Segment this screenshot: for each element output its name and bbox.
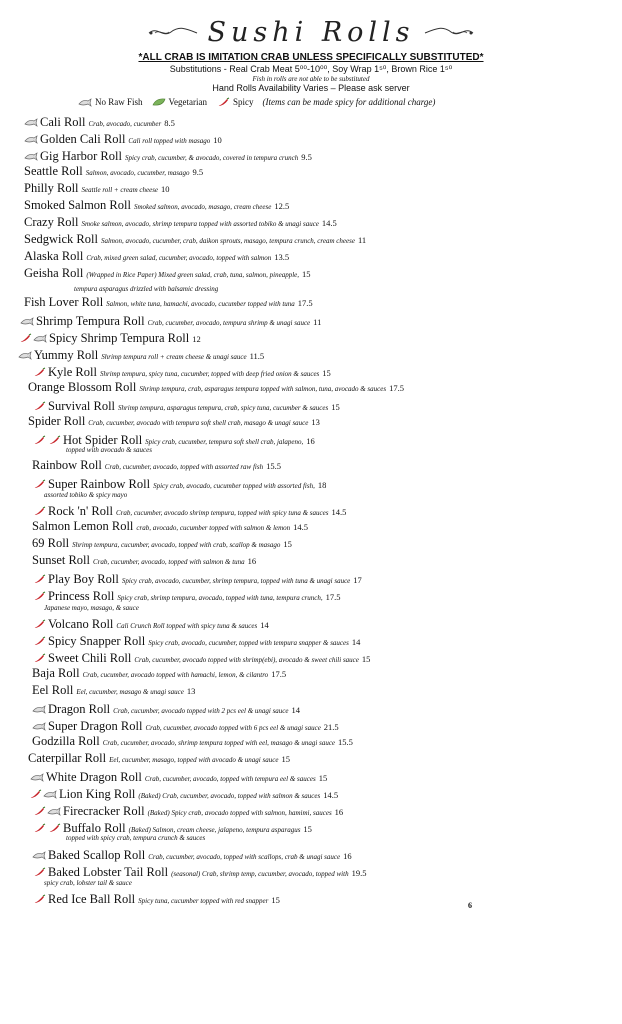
item-description: Crab, cucumber, avocado, topped with assorted raw fish	[104, 463, 264, 471]
menu-item	[20, 312, 321, 330]
item-description-continued: assorted tobiko & spicy mayo	[44, 491, 128, 499]
menu-item	[24, 130, 222, 148]
item-name: Spicy Snapper Roll	[48, 634, 146, 648]
item-icons	[32, 570, 47, 588]
item-price: 15.5	[338, 737, 353, 747]
item-name: Crazy Roll	[24, 215, 79, 229]
menu-item	[32, 734, 353, 749]
item-description: (Baked) Spicy crab, avocado topped with salmon, hamimi, sauces	[147, 809, 332, 817]
item-price: 15	[322, 368, 331, 378]
item-icons	[18, 329, 48, 347]
item-description: Smoked salmon, avocado, masago, cream cheese	[133, 203, 272, 211]
item-description: Spicy crab, cucumber, & avocado, covered in tempura crunch	[124, 154, 299, 162]
item-description: Cali roll topped with masago	[128, 137, 211, 145]
chili-pepper-icon	[28, 785, 43, 803]
item-name: Gig Harbor Roll	[40, 149, 122, 163]
menu-item	[32, 700, 300, 718]
item-name: Firecracker Roll	[63, 804, 145, 818]
menu-item	[24, 198, 289, 213]
menu-item	[24, 215, 337, 230]
menu-item	[32, 363, 331, 381]
item-price: 13	[311, 417, 320, 427]
item-icons	[32, 700, 47, 718]
menu-item	[32, 615, 269, 633]
item-name: Alaska Roll	[24, 249, 84, 263]
menu-item	[32, 519, 308, 534]
no-raw-fish-icon	[78, 97, 92, 107]
chili-pepper-icon	[18, 329, 33, 347]
item-price: 11.5	[249, 351, 265, 361]
item-description: Crab, mixed green salad, cucumber, avocado, topped with salmon	[86, 254, 272, 262]
item-name: Volcano Roll	[48, 617, 114, 631]
item-price: 15	[283, 539, 292, 549]
chili-pepper-icon	[32, 632, 47, 650]
item-name: Sweet Chili Roll	[48, 651, 132, 665]
menu-item	[28, 785, 338, 803]
item-icons	[32, 431, 62, 449]
menu-item	[32, 846, 352, 864]
no-raw-fish-icon	[30, 768, 45, 786]
item-price: 15	[331, 402, 340, 412]
item-description-continued: topped with avocado & sauces	[66, 446, 152, 454]
item-description-continued: Japanese mayo, masago, & sauce	[44, 604, 139, 612]
item-description: Spicy crab, cucumber, tempura soft shell crab, jalapeno,	[145, 438, 304, 446]
item-name: Seattle Roll	[24, 164, 83, 178]
item-name: Super Rainbow Roll	[48, 477, 151, 491]
menu-item	[32, 536, 292, 551]
item-price: 14.5	[321, 218, 337, 228]
menu-item	[32, 890, 280, 908]
menu-item	[32, 587, 341, 605]
item-icons	[32, 846, 47, 864]
item-price: 18	[317, 480, 327, 490]
item-description: Shrimp tempura, cucumber, avocado, topped with crab, scallop & masago	[72, 541, 281, 549]
chili-pepper-icon	[32, 615, 47, 633]
item-description: Spicy tuna, cucumber topped with red snapper	[138, 897, 269, 905]
no-raw-fish-icon	[24, 113, 39, 131]
item-name: Sunset Roll	[32, 553, 90, 567]
menu-item	[18, 329, 201, 347]
item-price: 14.5	[331, 507, 347, 517]
item-icons	[32, 819, 62, 837]
item-name: Shrimp Tempura Roll	[36, 314, 145, 328]
item-name: Spider Roll	[28, 414, 86, 428]
item-description: (Baked) Salmon, cream cheese, jalapeno, tempura asparagus	[128, 826, 301, 834]
item-name: Baked Scallop Roll	[48, 848, 146, 862]
title-row	[0, 14, 622, 50]
item-description: crab, avocado, cucumber topped with salmon & lemon	[136, 524, 291, 532]
item-icons	[24, 147, 39, 165]
item-description: Crab, cucumber, avocado topped with 6 pcs eel & unagi sauce	[145, 724, 321, 732]
menu-item	[24, 295, 313, 310]
legend-vegetarian-label: Vegetarian	[168, 97, 207, 107]
chili-pepper-icon	[32, 570, 47, 588]
item-icons	[32, 632, 47, 650]
item-name: Yummy Roll	[34, 348, 99, 362]
item-price: 13.5	[274, 252, 290, 262]
menu-item	[32, 666, 286, 681]
left-flourish-icon	[147, 24, 199, 40]
menu-item	[32, 502, 346, 520]
item-description: Crab, cucumber, avocado, topped with salmon & tuna	[93, 558, 245, 566]
chili-pepper-icon	[32, 397, 47, 415]
item-icons	[28, 785, 58, 803]
chili-pepper-icon	[32, 363, 47, 381]
item-description: Salmon, white tuna, hamachi, avocado, cucumber topped with tuna	[106, 300, 295, 308]
item-icons	[20, 312, 35, 330]
item-price: 11	[357, 235, 367, 245]
item-name: Spicy Shrimp Tempura Roll	[49, 331, 190, 345]
item-description: Crab, cucumber, avocado topped with hamachi, lemon, & cilantro	[82, 671, 269, 679]
item-name: Eel Roll	[32, 683, 74, 697]
item-name: Buffalo Roll	[63, 821, 126, 835]
item-price: 16	[334, 807, 344, 817]
item-price: 14.5	[323, 790, 339, 800]
item-description: Shrimp tempura, asparagus tempura, crab, spicy tuna, cucumber & sauces	[118, 404, 329, 412]
item-icons	[24, 130, 39, 148]
item-description: (Baked) Crab, cucumber, avocado, topped with salmon & sauces	[138, 792, 321, 800]
item-description-continued: tempura asparagus drizzled with balsamic dressing	[74, 285, 219, 293]
chili-pepper-icon	[32, 819, 47, 837]
item-price: 21.5	[323, 722, 339, 732]
item-name: Survival Roll	[48, 399, 116, 413]
menu-item	[32, 632, 360, 650]
menu-item	[24, 249, 289, 264]
menu-item	[32, 458, 281, 473]
page-title: Sushi Rolls	[207, 16, 415, 48]
item-description-continued: spicy crab, lobster tail & sauce	[44, 879, 132, 887]
item-name: White Dragon Roll	[46, 770, 142, 784]
item-price: 13	[186, 686, 196, 696]
menu-item	[28, 380, 404, 395]
item-icons	[32, 502, 47, 520]
legend-vegetarian	[152, 97, 207, 107]
menu-item	[24, 147, 312, 165]
menu-item	[28, 414, 320, 429]
item-name: Geisha Roll	[24, 266, 84, 280]
item-description-continued: topped with spicy crab, tempura crunch & sauces	[66, 834, 206, 842]
item-price: 19.5	[351, 868, 367, 878]
item-description: Crab, cucumber, avocado shrimp tempura, topped with spicy tuna & sauces	[115, 509, 329, 517]
item-price: 12	[192, 334, 201, 344]
item-icons	[32, 363, 47, 381]
item-name: Baked Lobster Tail Roll	[48, 865, 169, 879]
item-price: 9.5	[192, 167, 204, 177]
crab-note: *ALL CRAB IS IMITATION CRAB UNLESS SPECIFICALLY SUBSTITUTED*	[138, 52, 484, 63]
item-price: 17.5	[297, 298, 313, 308]
item-icons	[32, 649, 47, 667]
no-raw-fish-icon	[32, 846, 47, 864]
item-name: Play Boy Roll	[48, 572, 119, 586]
menu-item	[32, 683, 195, 698]
item-price: 15.5	[266, 461, 281, 471]
item-icons	[32, 890, 47, 908]
no-raw-fish-icon	[18, 346, 33, 364]
item-icons	[18, 346, 33, 364]
item-price: 17.5	[271, 669, 287, 679]
legend-spicy-note: (Items can be made spicy for additional charge)	[262, 97, 436, 107]
chili-pepper-icon	[32, 649, 47, 667]
menu-item	[32, 397, 340, 415]
item-name: Kyle Roll	[48, 365, 97, 379]
legend-spicy-label: Spicy	[233, 97, 254, 107]
no-raw-fish-icon	[32, 700, 47, 718]
legend-spicy	[216, 97, 254, 107]
no-raw-fish-icon	[24, 130, 39, 148]
menu-item	[32, 802, 343, 820]
menu-item	[24, 266, 311, 281]
right-flourish-icon	[423, 24, 475, 40]
item-description: Crab, cucumber, avocado, topped with scallops, crab & unagi sauce	[148, 853, 341, 861]
item-name: Philly Roll	[24, 181, 79, 195]
fish-note: Fish in rolls are not able to be substituted	[252, 75, 370, 83]
item-description: Crab, avocado, cucumber	[88, 120, 162, 128]
item-icons	[32, 717, 47, 735]
item-icons	[32, 802, 62, 820]
menu-item	[24, 113, 175, 131]
item-price: 10	[213, 135, 222, 145]
item-price: 14	[260, 620, 269, 630]
item-name: Super Dragon Roll	[48, 719, 143, 733]
hand-rolls-note: Hand Rolls Availability Varies – Please ask server	[212, 83, 410, 93]
item-name: Salmon Lemon Roll	[32, 519, 134, 533]
item-description: Crab, cucumber, avocado topped with shrimp(ebi), avocado & sweet chili sauce	[134, 656, 359, 664]
no-raw-fish-icon	[24, 147, 39, 165]
item-name: Sedgwick Roll	[24, 232, 98, 246]
item-price: 17.5	[325, 592, 341, 602]
item-price: 17	[353, 575, 362, 585]
item-description: Crab, cucumber, avocado, shrimp tempura topped with eel, masago & unagi sauce	[102, 739, 336, 747]
item-description: Eel, cucumber, masago & unagi sauce	[76, 688, 184, 696]
item-name: Golden Cali Roll	[40, 132, 126, 146]
item-name: Hot Spider Roll	[63, 433, 143, 447]
item-name: Lion King Roll	[59, 787, 136, 801]
item-price: 15	[281, 754, 290, 764]
item-description: Salmon, avocado, cucumber, crab, daikon sprouts, masago, tempura crunch, cream cheese	[100, 237, 355, 245]
item-price: 16	[343, 851, 352, 861]
menu-item	[24, 164, 203, 179]
menu-item	[28, 751, 290, 766]
no-raw-fish-icon	[47, 802, 62, 820]
menu-item	[18, 346, 264, 364]
item-price: 14	[291, 705, 301, 715]
item-name: Orange Blossom Roll	[28, 380, 137, 394]
item-description: Shrimp tempura roll + cream cheese & unagi sauce	[101, 353, 247, 361]
item-price: 17.5	[389, 383, 404, 393]
menu-item	[32, 717, 339, 735]
item-price: 16	[306, 436, 315, 446]
substitutions-text: Substitutions - Real Crab Meat 5⁰⁰-10⁰⁰, Soy Wrap 1⁵⁰, Brown Rice 1⁵⁰	[169, 64, 453, 74]
item-name: 69 Roll	[32, 536, 70, 550]
item-price: 15	[303, 824, 312, 834]
item-price: 15	[361, 654, 371, 664]
item-icons	[32, 587, 47, 605]
item-name: Fish Lover Roll	[24, 295, 104, 309]
item-price: 14	[351, 637, 361, 647]
item-icons	[32, 397, 47, 415]
menu-item	[32, 570, 362, 588]
menu-item	[24, 181, 170, 196]
item-description: Cali Crunch Roll topped with spicy tuna & sauces	[116, 622, 258, 630]
item-icons	[32, 615, 47, 633]
item-description: Spicy crab, shrimp tempura, avocado, topped with tuna, tempura crunch,	[117, 594, 323, 602]
item-price: 12.5	[274, 201, 290, 211]
legend-no-raw-label: No Raw Fish	[95, 97, 143, 107]
chili-pepper-icon	[47, 431, 62, 449]
menu-item	[24, 232, 366, 247]
chili-pepper-icon	[32, 431, 47, 449]
item-price: 16	[247, 556, 257, 566]
icon-legend	[78, 97, 435, 107]
chili-pepper-icon	[32, 802, 47, 820]
item-description: Shrimp tempura, spicy tuna, cucumber, topped with deep fried onion & sauces	[99, 370, 320, 378]
item-price: 10	[161, 184, 170, 194]
chili-pepper-icon	[32, 502, 47, 520]
chili-pepper-icon	[216, 97, 230, 107]
item-name: Cali Roll	[40, 115, 86, 129]
item-description: Spicy crab, avocado, cucumber, topped with tempura snapper & sauces	[148, 639, 349, 647]
chili-pepper-icon	[32, 890, 47, 908]
item-price: 15	[318, 773, 328, 783]
no-raw-fish-icon	[32, 717, 47, 735]
item-description: Seattle roll + cream cheese	[81, 186, 159, 194]
item-price: 11	[313, 317, 322, 327]
item-name: Godzilla Roll	[32, 734, 100, 748]
item-name: Baja Roll	[32, 666, 80, 680]
item-description: Salmon, avocado, cucumber, masago	[85, 169, 190, 177]
no-raw-fish-icon	[43, 785, 58, 803]
no-raw-fish-icon	[33, 329, 48, 347]
item-icons	[24, 113, 39, 131]
item-icons	[30, 768, 45, 786]
chili-pepper-icon	[47, 819, 62, 837]
item-description: Spicy crab, avocado, cucumber topped with assorted fish,	[153, 482, 315, 490]
item-description: Crab, cucumber, avocado topped with 2 pcs eel & unagi sauce	[113, 707, 289, 715]
item-price: 15	[302, 269, 311, 279]
legend-no-raw	[78, 97, 143, 107]
item-description: Shrimp tempura, crab, asparagus tempura topped with salmon, tuna, avocado & sauces	[139, 385, 387, 393]
item-name: Smoked Salmon Roll	[24, 198, 131, 212]
item-name: Rainbow Roll	[32, 458, 102, 472]
item-description: Smoke salmon, avocado, shrimp tempura topped with assorted tobiko & unagi sauce	[81, 220, 319, 228]
menu-item	[32, 649, 370, 667]
item-name: Red Ice Ball Roll	[48, 892, 136, 906]
item-description: Crab, cucumber, avocado with tempura soft shell crab, masago & unagi sauce	[88, 419, 309, 427]
item-name: Princess Roll	[48, 589, 115, 603]
leaf-icon	[152, 97, 166, 107]
chili-pepper-icon	[32, 587, 47, 605]
item-name: Dragon Roll	[48, 702, 111, 716]
menu-item	[30, 768, 327, 786]
item-description: (Wrapped in Rice Paper) Mixed green salad, crab, tuna, salmon, pineapple,	[86, 271, 299, 279]
no-raw-fish-icon	[20, 312, 35, 330]
item-name: Rock 'n' Roll	[48, 504, 113, 518]
menu-header	[0, 14, 622, 93]
menu-item	[32, 553, 256, 568]
item-price: 8.5	[164, 118, 175, 128]
item-price: 14.5	[293, 522, 309, 532]
item-name: Caterpillar Roll	[28, 751, 107, 765]
item-description: Crab, cucumber, avocado, topped with tempura eel & sauces	[144, 775, 316, 783]
page-number: 6	[468, 901, 472, 910]
item-description: Crab, cucumber, avocado, tempura shrimp & unagi sauce	[147, 319, 311, 327]
item-description: Eel, cucumber, masago, topped with avocado & unagi sauce	[109, 756, 279, 764]
item-price: 9.5	[301, 152, 312, 162]
item-price: 15	[271, 895, 280, 905]
item-description: Spicy crab, avocado, cucumber, shrimp tempura, topped with tuna & unagi sauce	[121, 577, 351, 585]
item-description: (seasonal) Crab, shrimp temp, cucumber, avocado, topped with	[171, 870, 349, 878]
